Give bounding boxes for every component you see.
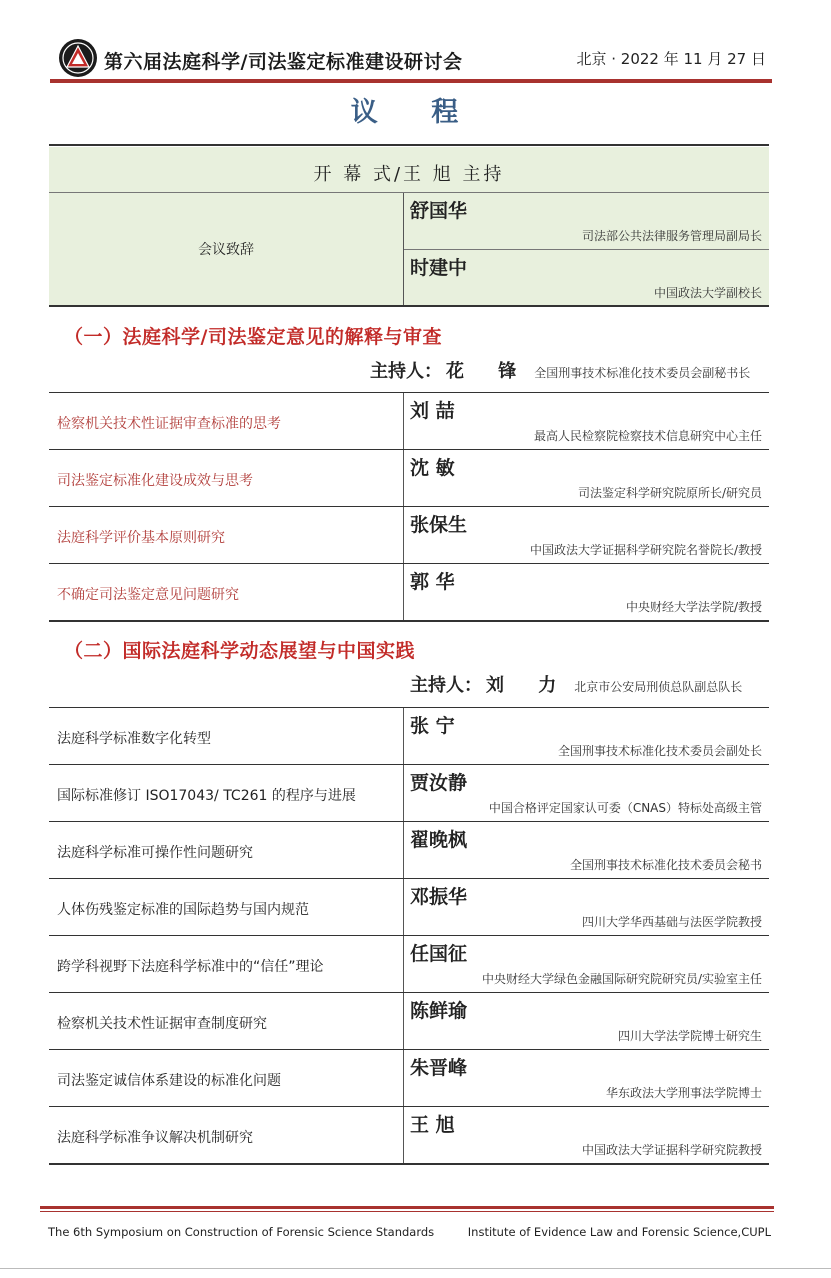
speaker-title: 华东政法大学刑事法学院博士	[605, 1086, 762, 1100]
table-row	[49, 708, 769, 764]
host-name: 花 锋	[446, 361, 531, 382]
page-bottom-edge	[0, 1268, 831, 1269]
table-row	[49, 935, 769, 992]
section-2-host	[410, 671, 742, 697]
speaker-cell	[404, 993, 769, 1049]
speaker-title: 司法鉴定科学研究院原所长/研究员	[577, 486, 762, 500]
table-top-rule	[49, 144, 769, 146]
host-title: 全国刑事技术标准化技术委员会副秘书长	[534, 366, 751, 380]
speaker-title: 中央财经大学法学院/教授	[625, 600, 762, 614]
table-row	[49, 764, 769, 821]
conference-title: 第六届法庭科学/司法鉴定标准建设研讨会	[104, 51, 463, 73]
speaker-cell	[404, 1050, 769, 1106]
speaker-name: 朱晋峰	[410, 1057, 468, 1079]
speaker-title: 中国政法大学证据科学研究院教授	[581, 1143, 762, 1157]
speaker-title: 全国刑事技术标准化技术委员会副处长	[557, 744, 762, 758]
footer-rule-thin	[40, 1211, 774, 1212]
opening-heading: 开 幕 式/王 旭 主持	[313, 164, 505, 185]
speaker-title: 最高人民检察院检察技术信息研究中心主任	[533, 429, 762, 443]
topic-title: 司法鉴定标准化建设成效与思考	[57, 473, 253, 489]
table-row	[49, 1049, 769, 1106]
opening-speakers	[404, 193, 769, 305]
host-title: 北京市公安局刑侦总队副总队长	[574, 680, 743, 694]
topic-title: 法庭科学标准数字化转型	[57, 731, 211, 747]
speaker-cell	[404, 822, 769, 878]
speaker-name: 翟晚枫	[410, 829, 468, 851]
opening-left-label: 会议致辞	[198, 242, 254, 258]
speaker-name: 邓振华	[410, 886, 468, 908]
topic-title: 法庭科学评价基本原则研究	[57, 530, 225, 546]
speaker-name: 王 旭	[410, 1114, 455, 1136]
speaker-name: 郭 华	[410, 571, 455, 593]
speaker-title: 中国政法大学证据科学研究院名誉院长/教授	[529, 543, 762, 557]
topic-title: 检察机关技术性证据审查制度研究	[57, 1016, 267, 1032]
host-name: 刘 力	[486, 675, 571, 696]
table-row	[49, 563, 769, 620]
speaker-title: 中央财经大学绿色金融国际研究院研究员/实验室主任	[481, 972, 762, 986]
footer-rule	[40, 1206, 774, 1209]
page-title: 议 程	[350, 97, 481, 128]
speaker-name: 张保生	[410, 514, 468, 536]
table-row	[49, 992, 769, 1049]
host-label: 主持人：	[370, 361, 442, 382]
speaker-cell	[404, 564, 769, 620]
speaker-cell	[404, 450, 769, 506]
table-row	[49, 449, 769, 506]
speaker-title: 全国刑事技术标准化技术委员会秘书	[569, 858, 762, 872]
topic-title: 检察机关技术性证据审查标准的思考	[57, 416, 281, 432]
speaker-name: 沈 敏	[410, 457, 455, 479]
section-2-table	[49, 707, 769, 1165]
speaker-name: 刘 喆	[410, 400, 455, 422]
topic-title: 人体伤残鉴定标准的国际趋势与国内规范	[57, 902, 309, 918]
speaker-cell	[404, 765, 769, 821]
speaker-cell	[404, 936, 769, 992]
section-1-host	[370, 357, 750, 383]
speaker-title: 四川大学法学院博士研究生	[617, 1029, 762, 1043]
header-date-location: 北京 · 2022 年 11 月 27 日	[576, 50, 766, 68]
speaker-title: 中国合格评定国家认可委（CNAS）特标处高级主管	[488, 801, 762, 815]
topic-title: 跨学科视野下法庭科学标准中的“信任”理论	[57, 959, 324, 975]
speaker-row	[404, 249, 769, 306]
speaker-name: 张 宁	[410, 715, 455, 737]
header-rule	[50, 79, 772, 83]
speaker-cell	[404, 507, 769, 563]
topic-title: 司法鉴定诚信体系建设的标准化问题	[57, 1073, 281, 1089]
speaker-row	[404, 193, 769, 249]
table-row	[49, 1106, 769, 1163]
footer-symposium-name: The 6th Symposium on Construction of Forensic Science Standards	[48, 1225, 435, 1239]
table-row	[49, 506, 769, 563]
speaker-title: 司法部公共法律服务管理局副局长	[581, 229, 762, 243]
table-row	[49, 878, 769, 935]
page-header	[58, 38, 772, 78]
speaker-cell	[404, 708, 769, 764]
speaker-cell	[404, 879, 769, 935]
speaker-name: 贾汝静	[410, 772, 468, 794]
table-row	[49, 821, 769, 878]
footer-institute-name: Institute of Evidence Law and Forensic Science,CUPL	[467, 1225, 771, 1239]
opening-heading-row	[49, 147, 769, 193]
host-label: 主持人：	[410, 675, 482, 696]
speaker-name: 陈鲜瑜	[410, 1000, 468, 1022]
speaker-name: 舒国华	[410, 200, 468, 222]
speaker-cell	[404, 393, 769, 449]
speaker-title: 四川大学华西基础与法医学院教授	[581, 915, 762, 929]
topic-title: 法庭科学标准争议解决机制研究	[57, 1130, 253, 1146]
speaker-cell	[404, 1107, 769, 1163]
speaker-name: 任国征	[410, 943, 468, 965]
topic-title: 法庭科学标准可操作性问题研究	[57, 845, 253, 861]
speaker-name: 时建中	[410, 257, 468, 279]
speaker-title: 中国政法大学副校长	[653, 286, 762, 300]
opening-left-cell	[49, 193, 404, 305]
section-1-table	[49, 392, 769, 622]
table-row	[49, 393, 769, 449]
conference-logo-icon	[58, 38, 98, 78]
topic-title: 不确定司法鉴定意见问题研究	[57, 587, 239, 603]
section-2-heading: （二）国际法庭科学动态展望与中国实践	[64, 640, 416, 662]
topic-title: 国际标准修订 ISO17043/ TC261 的程序与进展	[57, 788, 356, 804]
opening-ceremony-table	[49, 147, 769, 307]
section-1-heading: （一）法庭科学/司法鉴定意见的解释与审查	[64, 326, 442, 348]
